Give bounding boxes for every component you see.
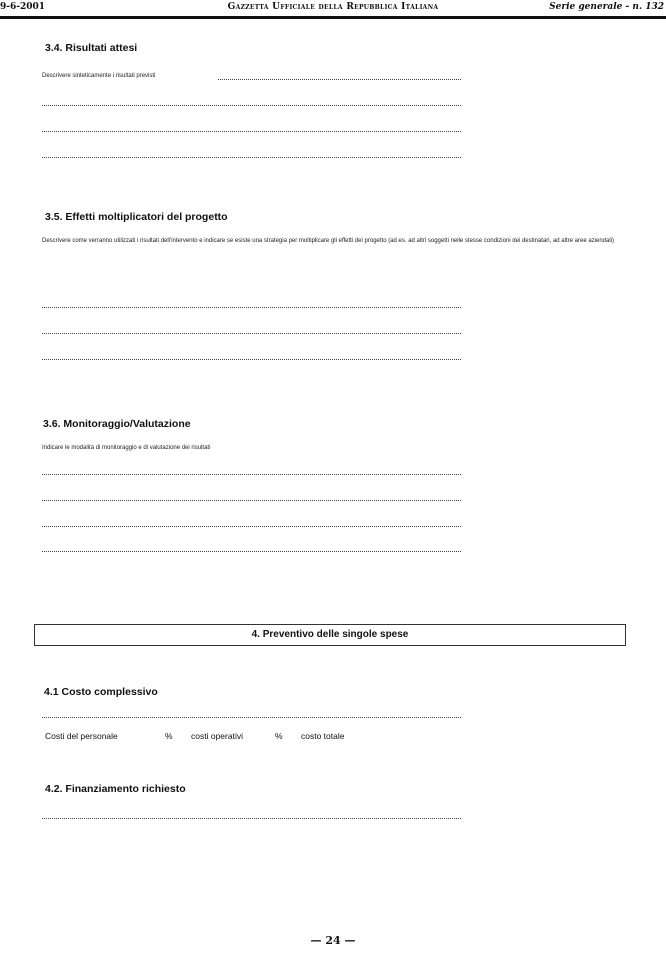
page-header bbox=[0, 0, 666, 20]
percent-sign: % bbox=[275, 731, 283, 741]
answer-line[interactable] bbox=[42, 500, 461, 501]
answer-line[interactable] bbox=[42, 474, 461, 475]
costo-totale-label: costo totale bbox=[301, 731, 345, 741]
percent-sign: % bbox=[165, 731, 173, 741]
section-3-4-description: Descrivere sinteticamente i risultati previsti bbox=[42, 73, 156, 79]
section-3-6-title: 3.6. Monitoraggio/Valutazione bbox=[43, 418, 191, 430]
answer-line[interactable] bbox=[218, 79, 461, 80]
preventivo-title: 4. Preventivo delle singole spese bbox=[251, 629, 409, 640]
section-3-6-description: Indicare le modalità di monitoraggio e di valutazione dei risultati bbox=[42, 445, 211, 451]
answer-line[interactable] bbox=[42, 551, 461, 552]
header-rule bbox=[0, 16, 666, 19]
costo-complessivo-title: 4.1 Costo complessivo bbox=[44, 686, 158, 698]
answer-line[interactable] bbox=[42, 359, 461, 360]
section-3-5-title: 3.5. Effetti moltiplicatori del progetto bbox=[45, 211, 228, 223]
page-number: — 24 — bbox=[310, 934, 356, 947]
answer-line[interactable] bbox=[42, 333, 461, 334]
answer-line[interactable] bbox=[42, 105, 461, 106]
costi-personale-label: Costi del personale bbox=[45, 731, 118, 741]
section-3-5-description: Descrivere come verranno utilizzati i risultati dell'intervento e indicare se esiste una strategia per moltiplicare gli effetti del progetto (ad es. ad altri soggetti nelle stesse condizioni dei destinatari, ad altre aree aziendali) bbox=[42, 238, 614, 244]
costi-operativi-label: costi operativi bbox=[191, 731, 243, 741]
answer-line[interactable] bbox=[42, 717, 461, 718]
answer-line[interactable] bbox=[42, 307, 461, 308]
section-3-4-title: 3.4. Risultati attesi bbox=[45, 42, 138, 54]
header-series: Serie generale - n. 132 bbox=[549, 2, 664, 12]
header-title: Gazzetta Ufficiale della Repubblica Italiana bbox=[227, 2, 439, 12]
answer-line[interactable] bbox=[42, 526, 461, 527]
answer-line[interactable] bbox=[42, 131, 461, 132]
finanziamento-title: 4.2. Finanziamento richiesto bbox=[45, 783, 186, 795]
header-date: 9-6-2001 bbox=[0, 2, 46, 12]
answer-line[interactable] bbox=[42, 818, 461, 819]
preventivo-box bbox=[34, 624, 626, 646]
answer-line[interactable] bbox=[42, 157, 461, 158]
